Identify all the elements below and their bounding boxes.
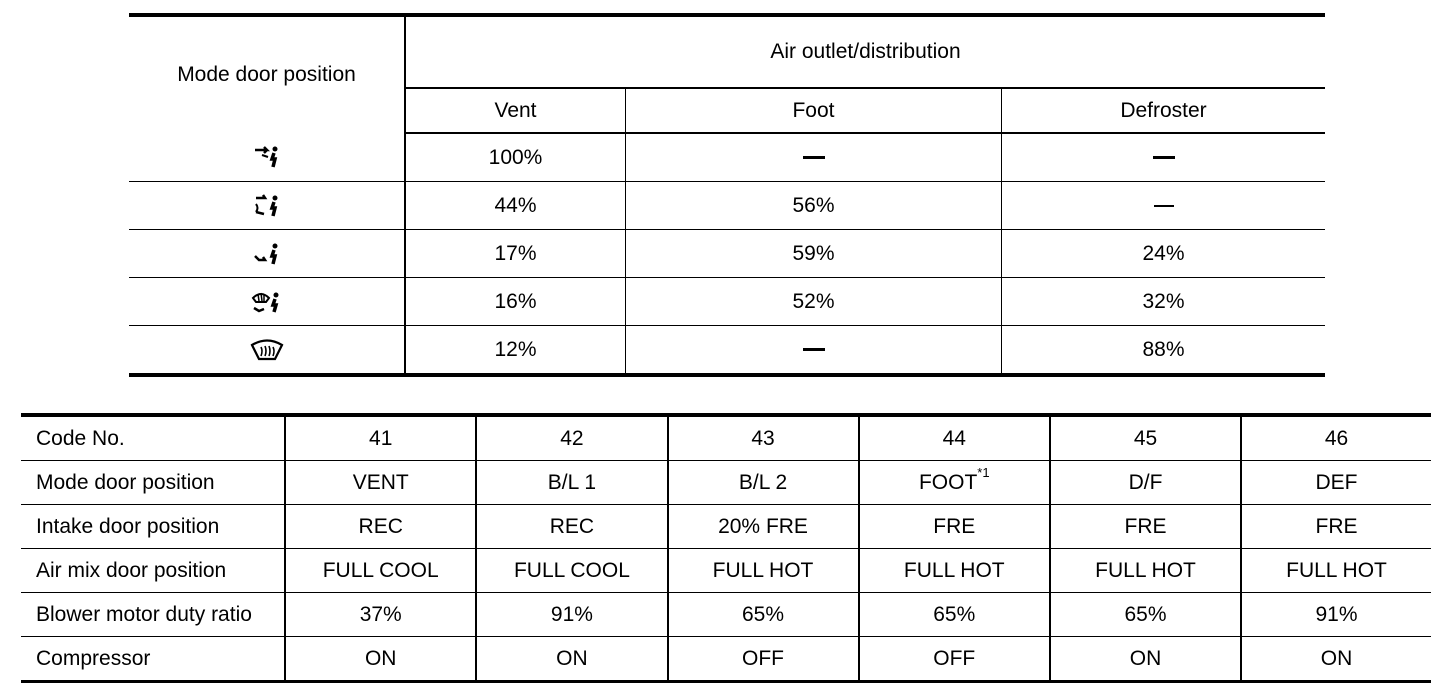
foot-value (626, 133, 1002, 182)
cell: 91% (476, 593, 667, 637)
table-row (129, 230, 1325, 278)
cell: OFF (859, 637, 1051, 682)
air-outlet-header: Air outlet/distribution (405, 15, 1325, 88)
cell: REC (285, 505, 476, 549)
cell: 65% (668, 593, 859, 637)
cell: 45 (1050, 415, 1241, 461)
cell: 43 (668, 415, 859, 461)
foot-value (626, 326, 1002, 376)
bi-level-mode-icon (129, 182, 405, 230)
cell: 41 (285, 415, 476, 461)
row-label: Mode door position (21, 461, 285, 505)
cell: ON (476, 637, 667, 682)
foot-mode-icon (129, 230, 405, 278)
cell: D/F (1050, 461, 1241, 505)
table-row (21, 461, 1431, 505)
code-table (21, 413, 1431, 683)
dash (1153, 156, 1175, 159)
cell: 42 (476, 415, 667, 461)
vent-mode-icon (129, 133, 405, 182)
cell: 91% (1241, 593, 1431, 637)
table-row (129, 278, 1325, 326)
cell: FULL HOT (668, 549, 859, 593)
cell: VENT (285, 461, 476, 505)
defroster-value: 88% (1142, 337, 1185, 361)
cell: FULL COOL (476, 549, 667, 593)
mode-door-position-header: Mode door position (129, 15, 405, 133)
cell: FRE (1241, 505, 1431, 549)
cell: FULL HOT (859, 549, 1051, 593)
cell: 65% (1050, 593, 1241, 637)
vent-value: 44% (405, 182, 626, 230)
cell: 65% (859, 593, 1051, 637)
row-label: Compressor (21, 637, 285, 682)
defroster-column-header: Defroster (1002, 88, 1326, 133)
vent-value: 12% (405, 326, 626, 376)
cell: ON (1320, 646, 1353, 670)
cell: FRE (859, 505, 1051, 549)
footnote-marker: *1 (977, 464, 990, 480)
foot-value: 59% (626, 230, 1002, 278)
cell: 46 (1241, 415, 1431, 461)
cell: 44 (859, 415, 1051, 461)
vent-value: 17% (405, 230, 626, 278)
table-row (21, 637, 1431, 682)
cell: FRE (1050, 505, 1241, 549)
cell: FULL COOL (285, 549, 476, 593)
cell: ON (285, 637, 476, 682)
table-row (21, 549, 1431, 593)
vent-value: 100% (405, 133, 626, 182)
table-row (129, 182, 1325, 230)
cell: B/L 2 (668, 461, 859, 505)
cell: OFF (668, 637, 859, 682)
table-row (21, 415, 1431, 461)
dash (803, 348, 825, 351)
foot-value: 52% (626, 278, 1002, 326)
cell: FULL HOT (1050, 549, 1241, 593)
cell: 37% (285, 593, 476, 637)
cell: ON (1050, 637, 1241, 682)
table-row (21, 505, 1431, 549)
defrost-mode-icon (129, 326, 405, 376)
cell: 20% FRE (668, 505, 859, 549)
vent-column-header: Vent (405, 88, 626, 133)
defroster-value (1002, 133, 1326, 182)
dash (1154, 205, 1174, 207)
cell: B/L 1 (476, 461, 667, 505)
foot-value: 56% (626, 182, 1002, 230)
defrost-foot-mode-icon (129, 278, 405, 326)
cell: FULL HOT (1241, 549, 1431, 593)
cell-text: FOOT (918, 470, 978, 494)
cell (859, 461, 1051, 505)
table-row (129, 133, 1325, 182)
row-label: Air mix door position (21, 549, 285, 593)
air-distribution-table (129, 13, 1325, 377)
foot-column-header: Foot (626, 88, 1002, 133)
table-row (21, 593, 1431, 637)
row-label: Blower motor duty ratio (21, 593, 285, 637)
defroster-value: 32% (1002, 278, 1326, 326)
row-label: Code No. (21, 415, 285, 461)
cell: DEF (1241, 461, 1431, 505)
vent-value: 16% (405, 278, 626, 326)
cell: REC (476, 505, 667, 549)
defroster-value: 24% (1002, 230, 1326, 278)
defroster-value (1002, 182, 1326, 230)
row-label: Intake door position (21, 505, 285, 549)
dash (803, 156, 825, 159)
table-row (129, 326, 1325, 376)
